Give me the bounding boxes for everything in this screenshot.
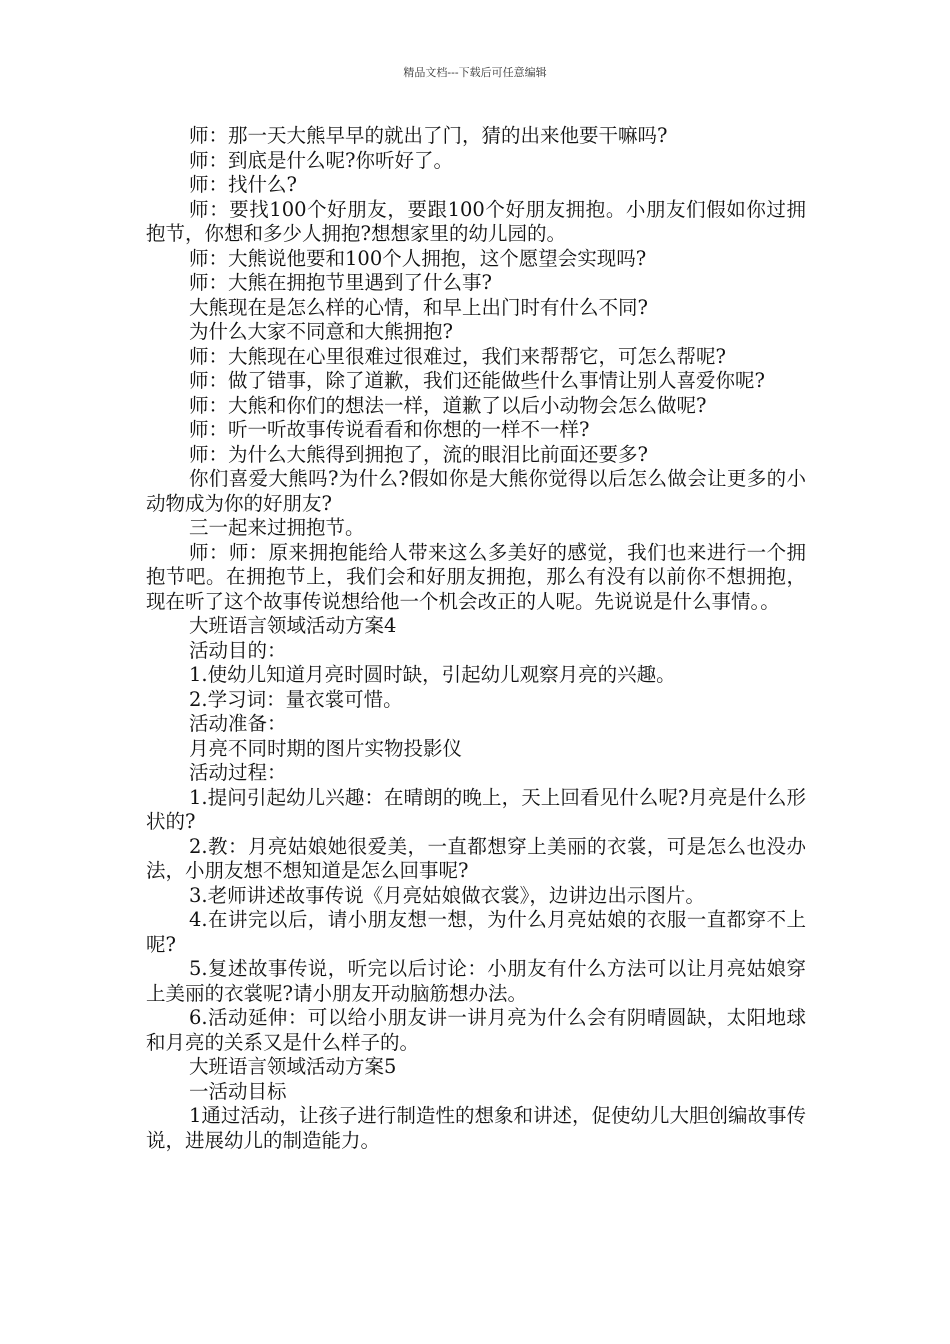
subsection-heading: 活动过程： <box>189 761 287 784</box>
paragraph: 师：大熊现在心里很难过很难过，我们来帮帮它，可怎么帮呢? <box>189 344 726 368</box>
list-item: 4.在讲完以后，请小朋友想一想，为什么月亮姑娘的衣服一直都穿不上呢? <box>146 908 806 956</box>
subsection-heading: 活动准备： <box>189 712 287 735</box>
list-item: 2.学习词：量衣裳可惜。 <box>189 687 403 711</box>
subsection-heading: 活动目的： <box>189 638 287 662</box>
document-body <box>146 124 806 1153</box>
list-item: 1.使幼儿知道月亮时圆时缺，引起幼儿观察月亮的兴趣。 <box>189 663 676 686</box>
paragraph: 师：做了错事，除了道歉，我们还能做些什么事情让别人喜爱你呢? <box>189 369 765 392</box>
paragraph: 师：大熊说他要和100个人拥抱，这个愿望会实现吗? <box>189 246 647 270</box>
paragraph: 为什么大家不同意和大熊拥抱? <box>189 320 453 343</box>
subsection-heading: 一活动目标 <box>189 1079 287 1103</box>
list-item: 2.教：月亮姑娘她很爱美，一直都想穿上美丽的衣裳，可是怎么也没办法，小朋友想不想知道是怎么回事呢? <box>146 834 806 882</box>
paragraph: 师：那一天大熊早早的就出了门，猜的出来他要干嘛吗? <box>189 124 668 147</box>
paragraph: 师：到底是什么呢?你听好了。 <box>189 148 453 172</box>
list-item: 6.活动延伸：可以给小朋友讲一讲月亮为什么会有阴晴圆缺，太阳地球和月亮的关系又是什么样子的。 <box>146 1006 806 1054</box>
paragraph: 师：为什么大熊得到拥抱了，流的眼泪比前面还要多? <box>189 442 648 466</box>
paragraph: 师：大熊在拥抱节里遇到了什么事? <box>189 271 492 294</box>
section-heading: 三一起来过拥抱节。 <box>189 516 365 539</box>
paragraph: 大熊现在是怎么样的心情，和早上出门时有什么不同? <box>189 295 648 319</box>
paragraph: 师：找什么? <box>189 173 297 196</box>
paragraph: 你们喜爱大熊吗?为什么?假如你是大熊你觉得以后怎么做会让更多的小动物成为你的好朋友? <box>146 467 806 515</box>
section-heading: 大班语言领域活动方案4 <box>189 614 397 637</box>
paragraph: 月亮不同时期的图片实物投影仪 <box>189 736 463 760</box>
paragraph: 师：师：原来拥抱能给人带来这么多美好的感觉，我们也来进行一个拥抱节吧。在拥抱节上，我们会和好朋友拥抱，那么有没有以前你不想拥抱，现在听了这个故事传说想给他一个机会改正的人呢。先说说是什么事情。。 <box>146 540 806 613</box>
list-item: 1.提问引起幼儿兴趣：在晴朗的晚上，天上回看见什么呢?月亮是什么形状的? <box>146 785 806 833</box>
paragraph: 师：大熊和你们的想法一样，道歉了以后小动物会怎么做呢? <box>189 393 707 417</box>
list-item: 3.老师讲述故事传说《月亮姑娘做衣裳》，边讲边出示图片。 <box>189 883 705 907</box>
paragraph: 师：要找100个好朋友，要跟100个好朋友拥抱。小朋友们假如你过拥抱节，你想和多少人拥抱?想想家里的幼儿园的。 <box>146 197 806 245</box>
section-heading: 大班语言领域活动方案5 <box>189 1055 397 1078</box>
list-item: 5.复述故事传说，听完以后讨论：小朋友有什么方法可以让月亮姑娘穿上美丽的衣裳呢?请小朋友开动脑筋想办法。 <box>146 957 806 1005</box>
page-header: 精品文档---下载后可任意编辑 <box>403 66 547 79</box>
list-item: 1通过活动，让孩子进行制造性的想象和讲述，促使幼儿大胆创编故事传说，进展幼儿的制造能力。 <box>146 1104 806 1152</box>
paragraph: 师：听一听故事传说看看和你想的一样不一样? <box>189 418 590 441</box>
